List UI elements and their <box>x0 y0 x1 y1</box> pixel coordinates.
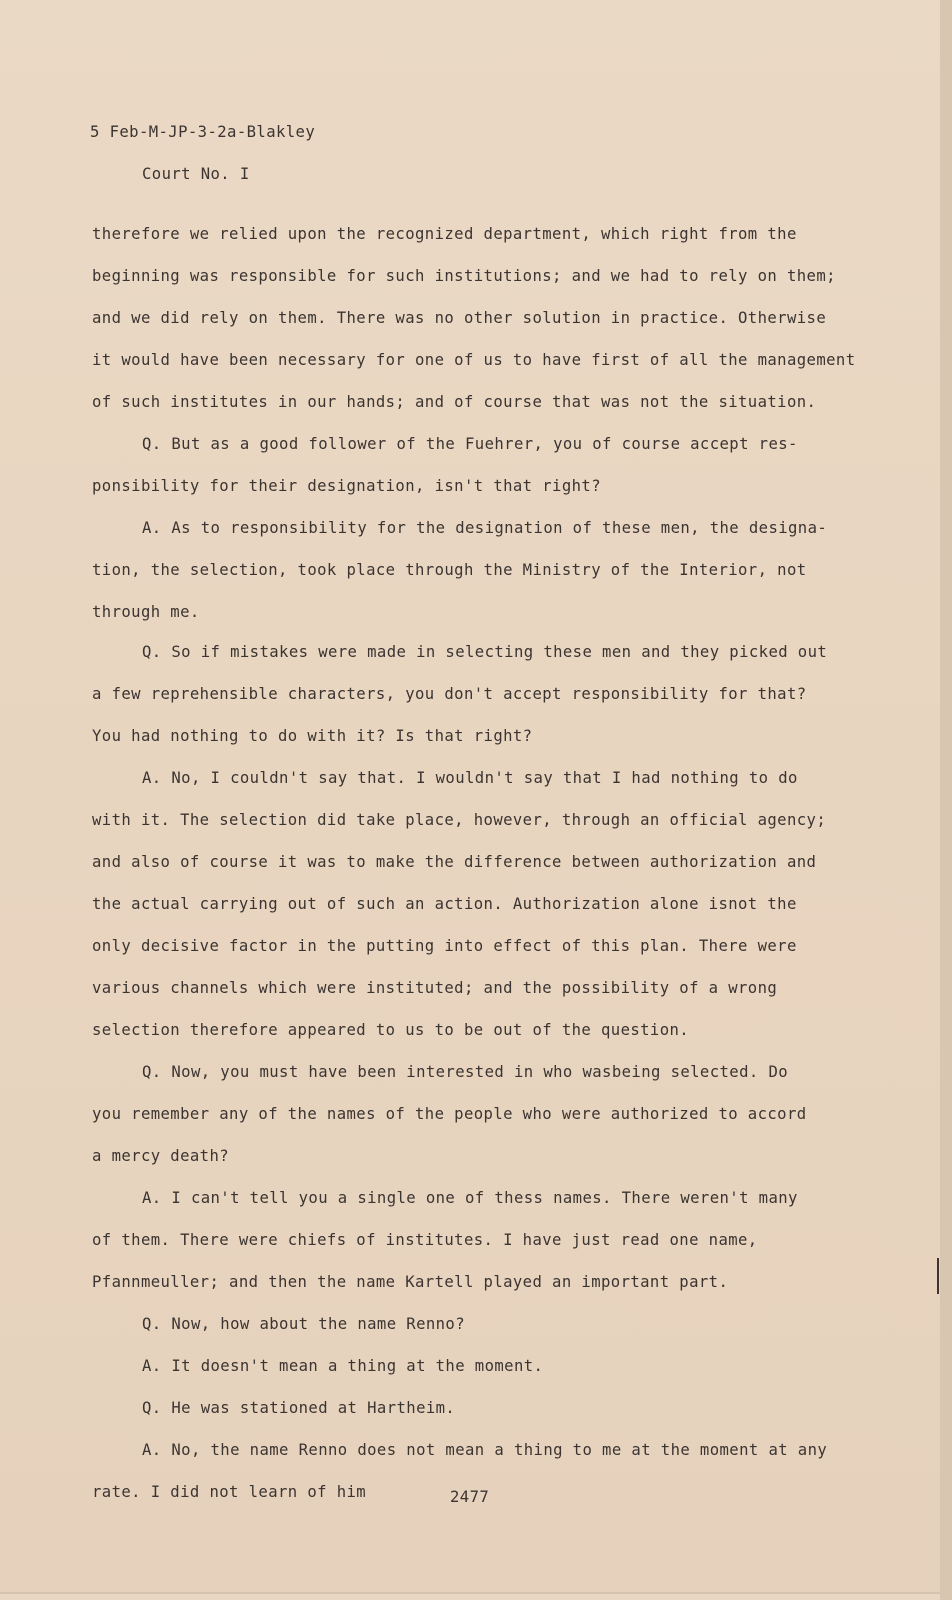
question-line: Q. So if mistakes were made in selecting these men and they picked out <box>142 643 828 661</box>
text-line: tion, the selection, took place through the Ministry of the Interior, not <box>92 561 807 579</box>
document-id-line: 5 Feb-M-JP-3-2a-Blakley <box>90 123 316 141</box>
page-number: 2477 <box>450 1488 490 1506</box>
question-line: Q. But as a good follower of the Fuehrer, you of course accept res- <box>142 435 798 453</box>
text-line: with it. The selection did take place, however, through an official agency; <box>92 811 827 829</box>
question-line: Q. He was stationed at Hartheim. <box>142 1399 456 1417</box>
text-line: of such institutes in our hands; and of course that was not the situation. <box>92 393 817 411</box>
text-line: therefore we relied upon the recognized department, which right from the <box>92 225 797 243</box>
answer-line: A. I can't tell you a single one of thess names. There weren't many <box>142 1189 798 1207</box>
court-label: Court No. I <box>142 165 250 183</box>
text-line: ponsibility for their designation, isn't that right? <box>92 477 601 495</box>
text-line: through me. <box>92 603 200 621</box>
answer-line: A. As to responsibility for the designation of these men, the designa- <box>142 519 828 537</box>
text-line: you remember any of the names of the people who were authorized to accord <box>92 1105 807 1123</box>
text-line: the actual carrying out of such an action. Authorization alone isnot the <box>92 895 797 913</box>
question-line: Q. Now, you must have been interested in who wasbeing selected. Do <box>142 1063 789 1081</box>
text-line: it would have been necessary for one of us to have first of all the management <box>92 351 856 369</box>
text-line: a few reprehensible characters, you don't accept responsibility for that? <box>92 685 807 703</box>
text-line: beginning was responsible for such institutions; and we had to rely on them; <box>92 267 836 285</box>
text-line: You had nothing to do with it? Is that right? <box>92 727 533 745</box>
text-line: and also of course it was to make the difference between authorization and <box>92 853 817 871</box>
page-edge <box>940 0 952 1600</box>
text-line: of them. There were chiefs of institutes. I have just read one name, <box>92 1231 758 1249</box>
margin-mark <box>937 1258 939 1294</box>
text-line: selection therefore appeared to us to be out of the question. <box>92 1021 690 1039</box>
text-line: only decisive factor in the putting into effect of this plan. There were <box>92 937 797 955</box>
text-line: Pfannmeuller; and then the name Kartell played an important part. <box>92 1273 729 1291</box>
text-line: and we did rely on them. There was no other solution in practice. Otherwise <box>92 309 827 327</box>
answer-line: A. It doesn't mean a thing at the moment. <box>142 1357 544 1375</box>
answer-line: A. No, I couldn't say that. I wouldn't say that I had nothing to do <box>142 769 798 787</box>
answer-line: A. No, the name Renno does not mean a thing to me at the moment at any <box>142 1441 828 1459</box>
text-line: a mercy death? <box>92 1147 230 1165</box>
text-line: rate. I did not learn of him <box>92 1483 367 1501</box>
text-line: various channels which were instituted; and the possibility of a wrong <box>92 979 778 997</box>
question-line: Q. Now, how about the name Renno? <box>142 1315 466 1333</box>
